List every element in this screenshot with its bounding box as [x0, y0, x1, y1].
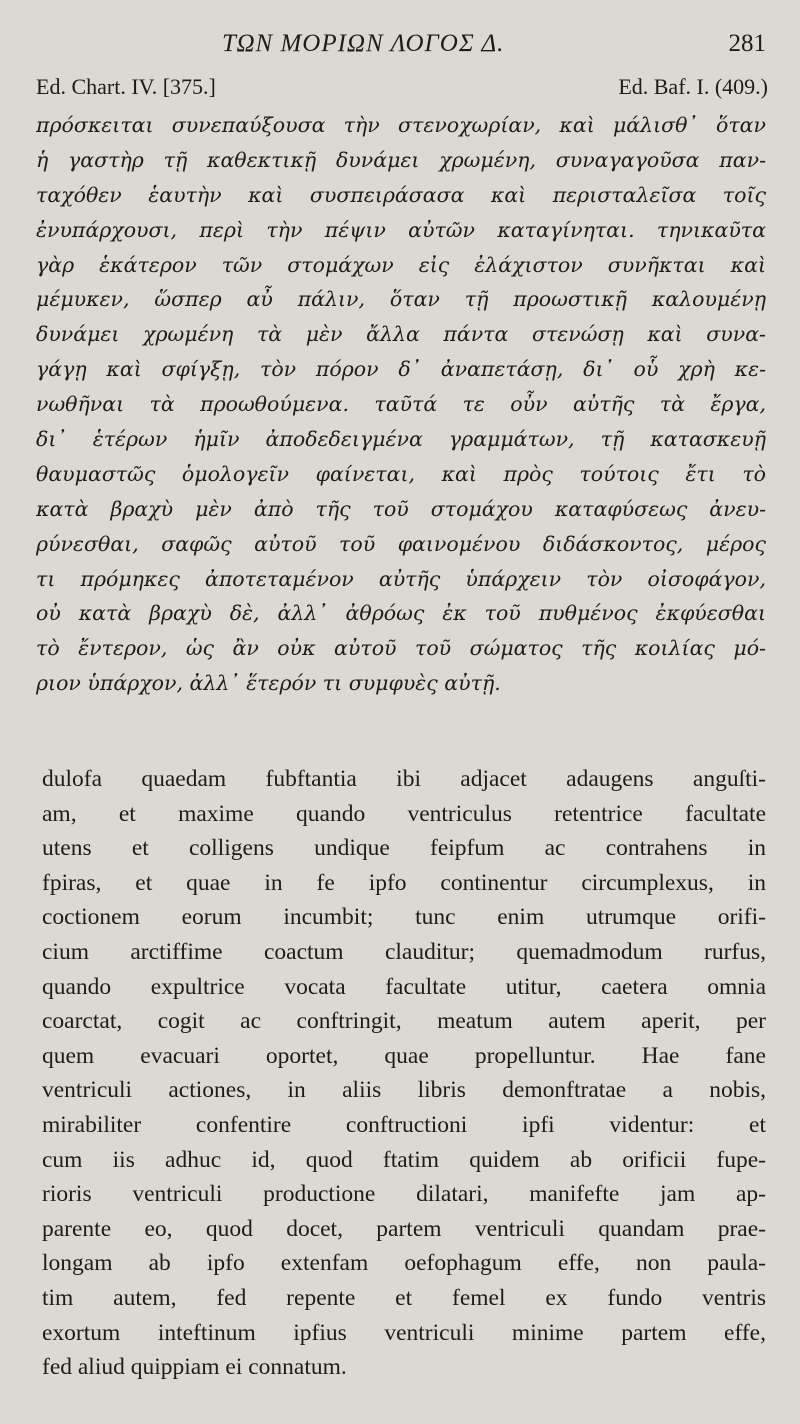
greek-text-line: γάγῃ καὶ σφίγξῃ, τὸν πόρον δ᾽ ἀναπετάσῃ, δι᾽ οὗ χρὴ κε-	[36, 357, 766, 382]
latin-text-block	[42, 762, 766, 1385]
latin-text-line: coarctat, cogit ac conftringit, meatum autem aperit, per	[42, 1008, 766, 1035]
latin-text-line: dulofa quaedam fubftantia ibi adjacet adaugens anguſti-	[42, 766, 766, 792]
latin-text-line: utens et colligens undique feipfum ac contrahens in	[42, 835, 766, 862]
greek-text-line: τι πρόμηκες ἀποτεταμένον αὐτῆς ὑπάρχειν τὸν οἰσοφάγον,	[36, 566, 766, 591]
greek-text-line: θαυμαστῶς ὁμολογεῖν φαίνεται, καὶ πρὸς τούτοις ἔτι τὸ	[36, 461, 766, 486]
greek-text-line: ἐνυπάρχουσι, περὶ τὴν πέψιν αὐτῶν καταγίνηται. τηνικαῦτα	[36, 217, 766, 242]
greek-text-line: ρύνεσθαι, σαφῶς αὐτοῦ τοῦ φαινομένου διδάσκοντος, μέρος	[36, 531, 766, 556]
greek-text-line: ἡ γαστὴρ τῇ καθεκτικῇ δυνάμει χρωμένη, συναγαγοῦσα παν-	[36, 147, 766, 172]
greek-text-line: οὐ κατὰ βραχὺ δὲ, ἀλλ᾽ ἀθρόως ἐκ τοῦ πυθμένος ἐκφύεσθαι	[36, 601, 766, 626]
latin-text-line: fed aliud quippiam ei connatum.	[42, 1354, 347, 1381]
latin-text-line: coctionem eorum incumbit; tunc enim utrumque orifi-	[42, 904, 766, 931]
greek-text-line: πρόσκειται συνεπαύξουσα τὴν στενοχωρίαν, καὶ μάλισθ᾽ ὅταν	[36, 113, 766, 137]
latin-text-line: exortum inteftinum ipfius ventriculi minime partem effe,	[42, 1319, 766, 1346]
latin-text-line: cium arctiffime coactum clauditur; quemadmodum rurfus,	[42, 938, 766, 965]
latin-text-line: fpiras, et quae in fe ipfo continentur circumplexus, in	[42, 869, 766, 896]
greek-text-line: δι᾽ ἑτέρων ἡμῖν ἀποδεδειγμένα γραμμάτων, τῇ κατασκευῇ	[36, 427, 766, 452]
greek-text-block	[36, 108, 766, 701]
latin-text-line: ventriculi actiones, in aliis libris demonftratae a nobis,	[42, 1077, 766, 1104]
latin-text-line: longam ab ipfo extenfam oefophagum effe, non paula-	[42, 1250, 766, 1277]
greek-text-line: κατὰ βραχὺ μὲν ἀπὸ τῆς τοῦ στομάχου καταφύσεως ἀνευ-	[36, 496, 766, 521]
latin-text-line: quando expultrice vocata facultate utitur, caetera omnia	[42, 973, 766, 1000]
latin-text-line: parente eo, quod docet, partem ventriculi quandam prae-	[42, 1215, 766, 1242]
running-title: ΤΩΝ ΜΟΡΙΩΝ ΛΟΓΟΣ Δ.	[222, 30, 505, 57]
greek-text-line: δυνάμει χρωμένη τὰ μὲν ἄλλα πάντα στενώσῃ καὶ συνα-	[36, 322, 766, 347]
latin-text-line: quem evacuari oportet, quae propelluntur. Hae fane	[42, 1042, 766, 1069]
greek-text-line: ριον ὑπάρχον, ἀλλ᾽ ἕτερόν τι συμφυὲς αὐτῇ.	[36, 671, 501, 696]
latin-text-line: mirabiliter confentire conftructioni ipfi videntur: et	[42, 1111, 766, 1138]
greek-text-line: γὰρ ἑκάτερον τῶν στομάχων εἰς ἐλάχιστον συνῆκται καὶ	[36, 252, 766, 277]
edition-reference-basel: Ed. Baf. I. (409.)	[618, 74, 768, 99]
greek-text-line: μέμυκεν, ὥσπερ αὖ πάλιν, ὅταν τῇ προωστικῇ καλουμένῃ	[36, 287, 766, 312]
latin-text-line: cum iis adhuc id, quod ftatim quidem ab orificii fupe-	[42, 1146, 766, 1173]
greek-text-line: τὸ ἔντερον, ὡς ἂν οὐκ αὐτοῦ τοῦ σώματος τῆς κοιλίας μό-	[36, 636, 766, 661]
greek-text-line: νωθῆναι τὰ προωθούμενα. ταῦτά τε οὖν αὐτῆς τὰ ἔργα,	[36, 392, 766, 417]
edition-reference-chartier: Ed. Chart. IV. [375.]	[36, 74, 216, 99]
greek-text-line: ταχόθεν ἑαυτὴν καὶ συσπειράσασα καὶ περισταλεῖσα τοῖς	[36, 182, 766, 207]
latin-text-line: rioris ventriculi productione dilatari, manifefte jam ap-	[42, 1181, 766, 1208]
latin-text-line: am, et maxime quando ventriculus retentrice facultate	[42, 800, 766, 827]
latin-text-line: tim autem, fed repente et femel ex fundo ventris	[42, 1284, 766, 1311]
page-number: 281	[728, 30, 766, 57]
